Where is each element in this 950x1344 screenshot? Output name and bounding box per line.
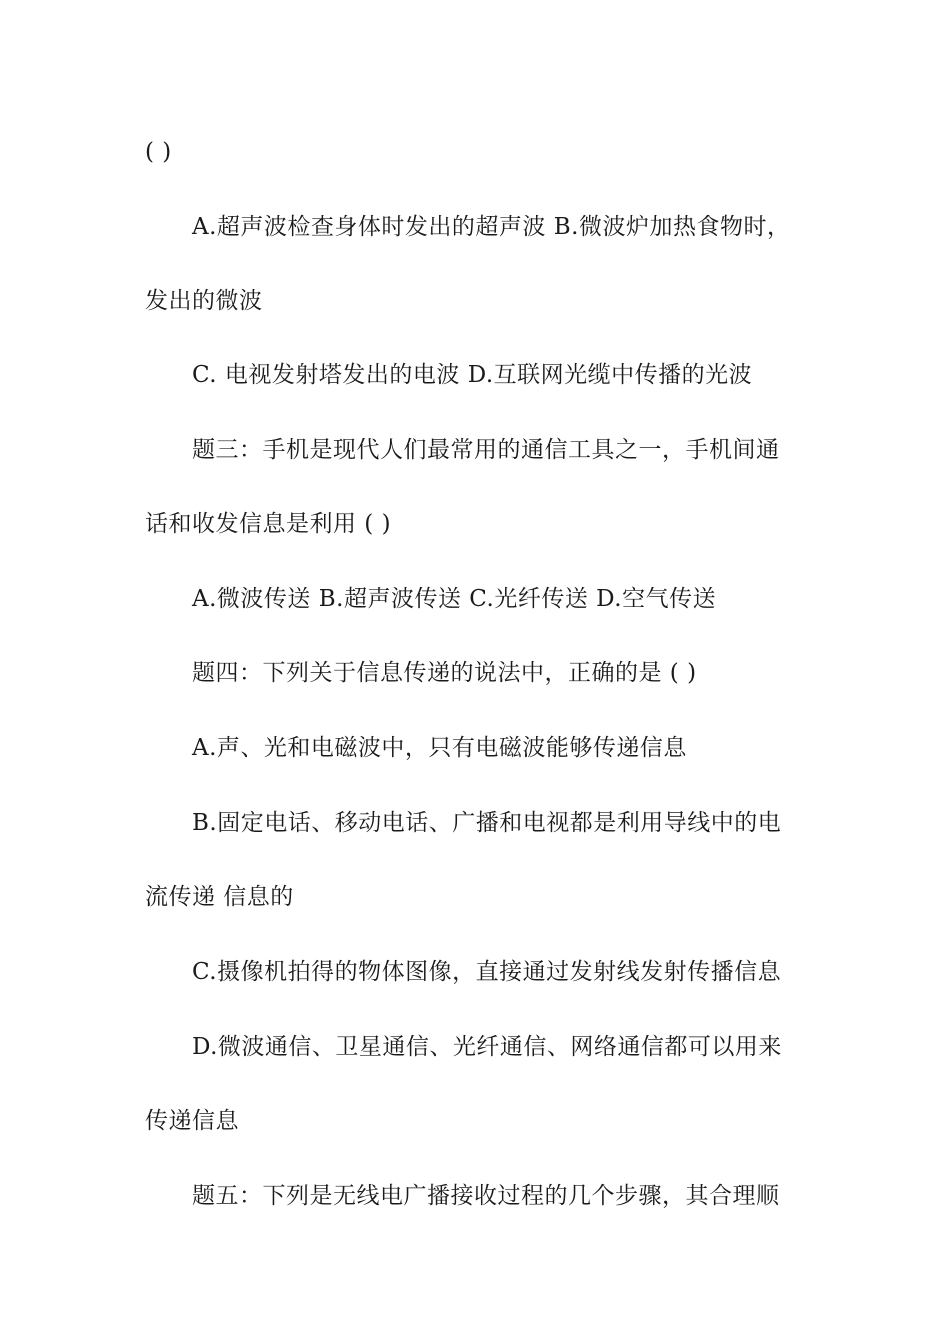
question-four-option-a: A.声、光和电磁波中，只有电磁波能够传递信息 <box>192 735 687 761</box>
question-three-title: 题三：手机是现代人们最常用的通信工具之一，手机间通 <box>192 437 780 463</box>
question-four-option-b-continuation: 流传递 信息的 <box>145 884 294 910</box>
question-four-option-d: D.微波通信、卫星通信、光纤通信、网络通信都可以用来 <box>192 1034 782 1060</box>
text-line-option-cd: C. 电视发射塔发出的电波 D.互联网光缆中传播的光波 <box>192 362 753 388</box>
question-three-continuation: 话和收发信息是利用 ( ) <box>145 511 392 537</box>
text-line-continuation: 发出的微波 <box>145 288 263 314</box>
question-four-option-d-continuation: 传递信息 <box>145 1108 239 1134</box>
question-five-title: 题五：下列是无线电广播接收过程的几个步骤，其合理顺 <box>192 1183 780 1209</box>
text-line-option-ab: A.超声波检查身体时发出的超声波 B.微波炉加热食物时， <box>192 214 791 240</box>
text-line-bracket: ( ) <box>145 139 172 165</box>
question-four-option-c: C.摄像机拍得的物体图像，直接通过发射线发射传播信息 <box>192 959 782 985</box>
question-three-options: A.微波传送 B.超声波传送 C.光纤传送 D.空气传送 <box>192 586 717 612</box>
question-four-option-b: B.固定电话、移动电话、广播和电视都是利用导线中的电 <box>192 810 782 836</box>
question-four-title: 题四：下列关于信息传递的说法中，正确的是 ( ) <box>192 660 697 686</box>
